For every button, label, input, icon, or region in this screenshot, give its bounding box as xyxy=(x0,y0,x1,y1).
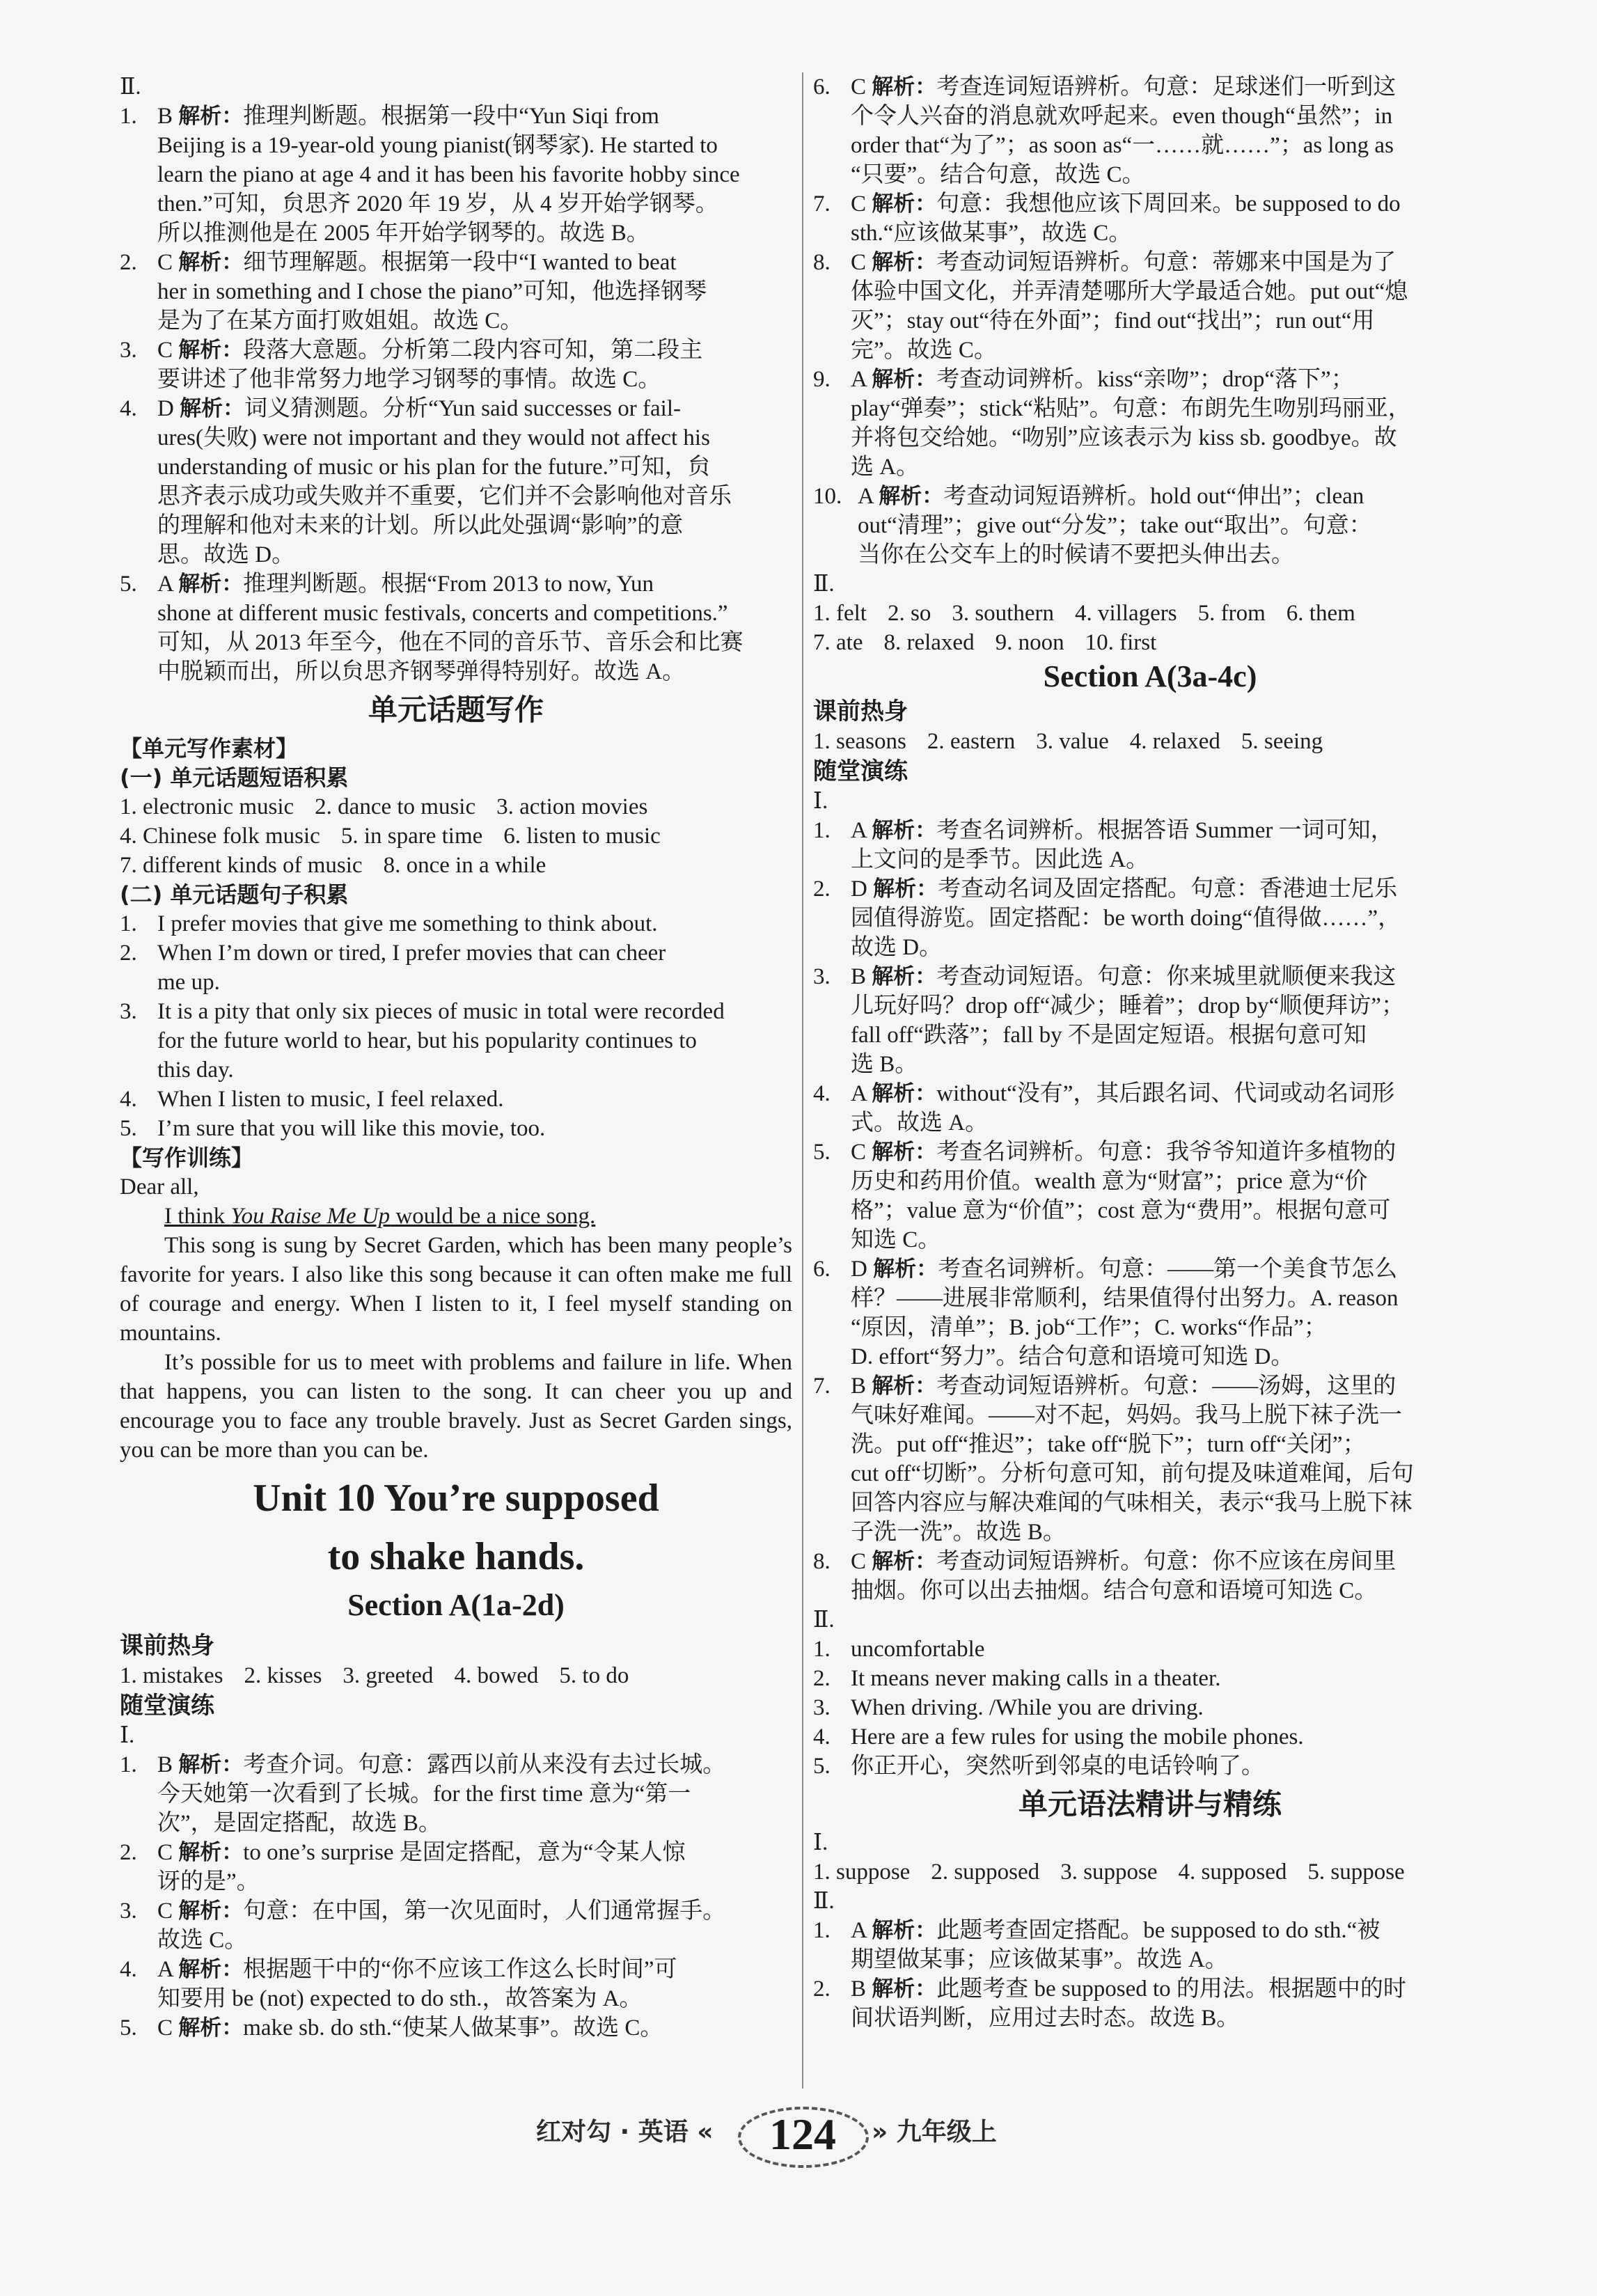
item-continuation: Beijing is a 19-year-old young pianist(钢琴家). He started to xyxy=(157,133,718,158)
text: would be a nice song. xyxy=(390,1204,596,1229)
item-continuation: for the future world to hear, but his popularity continues to xyxy=(157,1028,697,1053)
analysis-label: 解析： xyxy=(872,964,937,989)
answer-list xyxy=(813,1916,1487,2033)
item-text: D 解析：考查名词辨析。句意：——第一个美食节怎么 xyxy=(851,1257,1398,1282)
item-number: 5. xyxy=(120,1116,137,1141)
answer-item xyxy=(120,909,792,938)
item-number: 4. xyxy=(120,396,137,421)
answer-row xyxy=(120,792,792,821)
item-continuation: “原因，清单”；B. job“工作”；C. works“作品”； xyxy=(851,1315,1327,1340)
item-text: C 解析：句意：在中国，第一次见面时，人们通常握手。 xyxy=(157,1898,726,1924)
answer-word: 5. in spare time xyxy=(340,824,483,849)
item-continuation: 历史和药用价值。wealth 意为“财富”；price 意为“价 xyxy=(851,1169,1368,1194)
answer-item xyxy=(120,1896,792,1926)
short-answer-list xyxy=(813,1635,1487,1781)
song-title: You Raise Me Up xyxy=(230,1204,391,1229)
item-continuation: 样？——进展非常顺利，结果值得付出努力。A. reason xyxy=(851,1286,1399,1311)
item-continuation: 气味好难闻。——对不起，妈妈。我马上脱下袜子洗一 xyxy=(851,1403,1402,1428)
answer-item xyxy=(813,816,1487,845)
item-text: B 解析：推理判断题。根据第一段中“Yun Siqi from xyxy=(157,104,659,129)
answer-word: 7. ate xyxy=(813,630,863,655)
answer-word: 5. to do xyxy=(559,1663,629,1688)
answer-item xyxy=(120,1838,792,1867)
item-text: B 解析：考查动词短语辨析。句意：——汤姆，这里的 xyxy=(851,1374,1397,1399)
answer-word: 2. eastern xyxy=(927,729,1016,754)
item-continuation: 灭”；stay out“待在外面”；find out“找出”；run out“用 xyxy=(851,308,1375,333)
item-number: 4. xyxy=(813,1724,831,1749)
label: 课前热身 xyxy=(813,698,908,725)
item-number: 4. xyxy=(120,1957,137,1982)
item-number: 1. xyxy=(813,818,831,843)
item-number: 5. xyxy=(813,1140,831,1165)
page-number: 124 xyxy=(769,2109,836,2159)
answer-item xyxy=(120,1955,792,1984)
letter-paragraph: This song is sung by Secret Garden, which has been many people’s favorite for years. I also like this song because it can often make me full of courage and energy. When I listen to it, I feel myself standing on mountains. xyxy=(120,1233,792,1346)
item-continuation: out“清理”；give out“分发”；take out“取出”。句意： xyxy=(858,513,1372,538)
item-number: 2. xyxy=(120,1840,137,1865)
analysis-label: 解析： xyxy=(180,396,245,421)
answer-word: 1. electronic music xyxy=(120,794,294,819)
analysis-label: 解析： xyxy=(178,1752,244,1777)
item-continuation: 中脱颖而出，所以贠思齐钢琴弹得特别好。故选 A。 xyxy=(157,659,686,684)
roman-numeral: Ⅰ. xyxy=(120,1723,135,1748)
roman-numeral: Ⅰ. xyxy=(813,789,828,814)
answer-word: 5. from xyxy=(1197,601,1266,626)
section-heading: 单元语法精讲与精练 xyxy=(1018,1787,1282,1821)
roman-numeral: Ⅰ. xyxy=(813,1830,828,1855)
answer-word: 3. action movies xyxy=(496,794,648,819)
answer-word: 2. dance to music xyxy=(315,794,476,819)
answer-word: 1. suppose xyxy=(813,1859,911,1885)
item-continuation: 思齐表示成功或失败并不重要，它们并不会影响他对音乐 xyxy=(157,484,732,509)
answer-item xyxy=(120,1750,792,1779)
item-continuation: 次”，是固定搭配，故选 B。 xyxy=(157,1811,441,1836)
answer-row xyxy=(813,1857,1487,1887)
answer-word: 3. value xyxy=(1036,729,1109,754)
label: (二) 单元话题句子积累 xyxy=(120,881,349,908)
item-continuation: order that“为了”；as soon as“一……就……”；as long as xyxy=(851,133,1394,158)
answer-item xyxy=(813,1752,1487,1781)
item-continuation: 期望做某事；应该做某事”。故选 A。 xyxy=(851,1947,1228,1972)
section-heading: 单元话题写作 xyxy=(368,693,544,727)
item-text: C 解析：段落大意题。分析第二段内容可知，第二段主 xyxy=(157,338,703,363)
answer-word: 4. bowed xyxy=(454,1663,539,1688)
answer-item xyxy=(813,1547,1487,1576)
item-number: 5. xyxy=(120,2015,137,2041)
item-number: 5. xyxy=(813,1754,831,1779)
item-text: A 解析：推理判断题。根据“From 2013 to now, Yun xyxy=(157,572,654,597)
item-continuation: D. effort“努力”。结合句意和语境可知选 D。 xyxy=(851,1344,1294,1369)
footer-grade: » 九年级上 xyxy=(872,2118,997,2146)
item-text: A 解析：此题考查固定搭配。be supposed to do sth.“被 xyxy=(851,1918,1380,1943)
answer-word: 7. different kinds of music xyxy=(120,853,363,878)
item-continuation: 可知，从 2013 年至今，他在不同的音乐节、音乐会和比赛 xyxy=(157,630,744,655)
answer-item xyxy=(813,1079,1487,1108)
answer-word: 6. listen to music xyxy=(503,824,661,849)
item-continuation: 上文问的是季节。因此选 A。 xyxy=(851,847,1149,872)
answer-word: 5. seeing xyxy=(1241,729,1323,754)
item-number: 1. xyxy=(120,1752,137,1777)
item-text: B 解析：考查动词短语。句意：你来城里就顺便来我这 xyxy=(851,964,1397,989)
answer-row xyxy=(120,821,792,851)
item-text: C 解析：考查名词辨析。句意：我爷爷知道许多植物的 xyxy=(851,1140,1397,1165)
answer-word: 8. relaxed xyxy=(883,630,975,655)
analysis-label: 解析： xyxy=(178,338,244,363)
analysis-label: 解析： xyxy=(178,1957,244,1982)
item-continuation: me up. xyxy=(157,970,220,995)
item-continuation: 要讲述了他非常努力地学习钢琴的事情。故选 C。 xyxy=(157,367,661,392)
answer-row xyxy=(120,1661,792,1690)
item-continuation: then.”可知，贠思齐 2020 年 19 岁，从 4 岁开始学钢琴。 xyxy=(157,191,718,217)
analysis-label: 解析： xyxy=(872,1549,937,1574)
phrase-rows xyxy=(120,792,792,880)
analysis-label: 解析： xyxy=(178,572,244,597)
item-text: uncomfortable xyxy=(851,1637,985,1662)
analysis-label: 解析： xyxy=(178,1840,244,1865)
item-text: B 解析：此题考查 be supposed to 的用法。根据题中的时 xyxy=(851,1976,1406,2002)
answer-word: 10. first xyxy=(1085,630,1157,655)
item-continuation: learn the piano at age 4 and it has been his favorite hobby since xyxy=(157,162,740,187)
answer-word: 1. mistakes xyxy=(120,1663,223,1688)
item-continuation: 选 A。 xyxy=(851,455,920,480)
word-row xyxy=(120,1661,792,1690)
item-text: A 解析：考查动词短语辨析。hold out“伸出”；clean xyxy=(858,484,1364,509)
item-text: C 解析：考查动词短语辨析。句意：蒂娜来中国是为了 xyxy=(851,250,1397,275)
item-continuation: her in something and I chose the piano”可知，他选择钢琴 xyxy=(157,279,707,304)
analysis-label: 解析： xyxy=(178,250,244,275)
item-text: C 解析：句意：我想他应该下周回来。be supposed to do xyxy=(851,191,1401,217)
item-text: 你正开心，突然听到邻桌的电话铃响了。 xyxy=(851,1754,1264,1779)
section-title: Section A(1a-2d) xyxy=(347,1588,565,1622)
item-continuation: 抽烟。你可以出去抽烟。结合句意和语境可知选 C。 xyxy=(851,1578,1378,1603)
answer-word: 9. noon xyxy=(995,630,1064,655)
answer-item xyxy=(120,336,792,365)
answer-item xyxy=(813,1974,1487,2004)
item-number: 4. xyxy=(813,1081,831,1106)
answer-item xyxy=(120,569,792,599)
roman-numeral: Ⅱ. xyxy=(120,74,141,100)
item-continuation: 故选 D。 xyxy=(851,935,943,960)
letter-paragraph: It’s possible for us to meet with problems and failure in life. When that happens, you can listen to the song. It can cheer you up and encourage you to face any trouble bravely. Just as Secret Garden sings, you can be more than you can be. xyxy=(120,1350,792,1463)
text: I think xyxy=(164,1204,231,1229)
item-continuation: “只要”。结合句意，故选 C。 xyxy=(851,162,1145,187)
item-number: 1. xyxy=(120,911,137,936)
item-number: 6. xyxy=(813,74,831,100)
answer-item xyxy=(813,874,1487,904)
answer-item xyxy=(813,962,1487,991)
item-text: When driving. /While you are driving. xyxy=(851,1695,1204,1720)
item-continuation: 是为了在某方面打败姐姐。故选 C。 xyxy=(157,308,524,333)
label: (一) 单元话题短语积累 xyxy=(120,764,349,791)
answer-word: 1. seasons xyxy=(813,729,906,754)
item-text: C 解析：to one’s surprise 是固定搭配，意为“令某人惊 xyxy=(157,1840,686,1865)
item-continuation: 子洗一洗”。故选 B。 xyxy=(851,1520,1066,1545)
label: 【单元写作素材】 xyxy=(120,735,299,762)
item-continuation: 儿玩好吗？drop off“减少；睡着”；drop by“顺便拜访”； xyxy=(851,993,1404,1019)
item-continuation: 当你在公交车上的时候请不要把头伸出去。 xyxy=(858,542,1294,567)
analysis-label: 解析： xyxy=(872,1918,937,1943)
item-continuation: this day. xyxy=(157,1057,234,1083)
answer-item xyxy=(813,1138,1487,1167)
analysis-label: 解析： xyxy=(178,2015,244,2041)
analysis-label: 解析： xyxy=(872,1976,937,2002)
answer-word: 1. felt xyxy=(813,601,867,626)
answer-word: 3. southern xyxy=(952,601,1054,626)
item-continuation: 并将包交给她。“吻别”应该表示为 kiss sb. goodbye。故 xyxy=(851,425,1397,450)
item-continuation: cut off“切断”。分析句意可知，前句提及味道难闻，后句 xyxy=(851,1461,1414,1486)
item-continuation: 完”。故选 C。 xyxy=(851,338,997,363)
roman-numeral: Ⅱ. xyxy=(813,1607,835,1633)
answer-item xyxy=(813,1664,1487,1693)
answer-row xyxy=(813,599,1487,628)
footer-brand: 红对勾 · 英语 « xyxy=(536,2118,714,2146)
item-number: 3. xyxy=(120,1898,137,1924)
item-text: I’m sure that you will like this movie, too. xyxy=(157,1116,546,1141)
answer-word: 4. Chinese folk music xyxy=(120,824,320,849)
item-continuation: 讶的是”。 xyxy=(157,1869,260,1894)
answer-word: 3. suppose xyxy=(1060,1859,1158,1885)
item-number: 6. xyxy=(813,1257,831,1282)
section-title: Section A(3a-4c) xyxy=(1043,659,1257,693)
answer-word: 2. supposed xyxy=(931,1859,1040,1885)
letter-greeting: Dear all, xyxy=(120,1174,199,1200)
item-number: 3. xyxy=(813,964,831,989)
answer-item xyxy=(120,2013,792,2043)
answer-row xyxy=(120,851,792,880)
answer-row xyxy=(813,727,1487,756)
item-continuation: ures(失败) were not important and they would not affect his xyxy=(157,425,710,450)
item-continuation: 知要用 be (not) expected to do sth.，故答案为 A。 xyxy=(157,1986,643,2011)
item-number: 2. xyxy=(120,250,137,275)
item-text: It is a pity that only six pieces of music in total were recorded xyxy=(157,999,725,1024)
roman-numeral: Ⅱ. xyxy=(813,572,835,597)
item-text: It means never making calls in a theater. xyxy=(851,1666,1221,1691)
item-number: 1. xyxy=(120,104,137,129)
item-number: 8. xyxy=(813,1549,831,1574)
item-continuation: 体验中国文化，并弄清楚哪所大学最适合她。put out“熄 xyxy=(851,279,1408,304)
item-text: C 解析：考查动词短语辨析。句意：你不应该在房间里 xyxy=(851,1549,1397,1574)
answer-item xyxy=(813,482,1487,511)
analysis-label: 解析： xyxy=(872,367,937,392)
answer-word: 8. once in a while xyxy=(383,853,546,878)
answer-item xyxy=(120,1085,792,1114)
word-row xyxy=(813,1857,1487,1887)
item-number: 1. xyxy=(813,1637,831,1662)
answer-item xyxy=(813,248,1487,277)
item-text: D 解析：考查动名词及固定搭配。句意：香港迪士尼乐 xyxy=(851,876,1398,902)
analysis-label: 解析： xyxy=(872,1140,937,1165)
analysis-label: 解析： xyxy=(873,876,938,902)
column-divider xyxy=(802,72,803,2089)
item-continuation: 所以推测他是在 2005 年开始学钢琴的。故选 B。 xyxy=(157,221,650,246)
item-text: D 解析：词义猜测题。分析“Yun said successes or fail- xyxy=(157,396,681,421)
answer-word: 3. greeted xyxy=(343,1663,434,1688)
letter-opening xyxy=(120,1202,792,1231)
item-continuation: fall off“跌落”；fall by 不是固定短语。根据句意可知 xyxy=(851,1023,1367,1048)
item-text: I prefer movies that give me something to think about. xyxy=(157,911,658,936)
answer-list xyxy=(120,1750,792,2043)
item-continuation: 洗。put off“推迟”；take off“脱下”；turn off“关闭”； xyxy=(851,1432,1366,1457)
item-continuation: understanding of music or his plan for the future.”可知，贠 xyxy=(157,455,711,480)
answer-item xyxy=(120,248,792,277)
item-continuation: 思。故选 D。 xyxy=(157,542,295,567)
word-row xyxy=(813,727,1487,756)
item-number: 7. xyxy=(813,1374,831,1399)
item-text: C 解析：考查连词短语辨析。句意：足球迷们一听到这 xyxy=(851,74,1397,100)
item-continuation: 式。故选 A。 xyxy=(851,1110,989,1135)
roman-numeral: Ⅱ. xyxy=(813,1889,835,1914)
item-continuation: sth.“应该做某事”，故选 C。 xyxy=(851,221,1132,246)
analysis-label: 解析： xyxy=(872,1081,937,1106)
analysis-label: 解析： xyxy=(872,1374,937,1399)
answer-word: 4. supposed xyxy=(1178,1859,1287,1885)
answer-word: 6. them xyxy=(1286,601,1355,626)
analysis-label: 解析： xyxy=(178,1898,244,1924)
item-number: 2. xyxy=(813,1976,831,2002)
item-number: 2. xyxy=(813,1666,831,1691)
item-continuation: play“弹奏”；stick“粘贴”。句意：布朗先生吻别玛丽亚， xyxy=(851,396,1411,421)
item-number: 3. xyxy=(813,1695,831,1720)
item-text: When I listen to music, I feel relaxed. xyxy=(157,1087,504,1112)
answer-word: 2. kisses xyxy=(244,1663,322,1688)
item-number: 7. xyxy=(813,191,831,217)
item-continuation: shone at different music festivals, concerts and competitions.” xyxy=(157,601,728,626)
analysis-label: 解析： xyxy=(872,191,937,217)
answer-list xyxy=(120,102,792,686)
analysis-label: 解析： xyxy=(873,1257,938,1282)
sentence-list xyxy=(120,909,792,1143)
answer-word: 4. villagers xyxy=(1074,601,1177,626)
answer-item xyxy=(813,1635,1487,1664)
item-continuation: 故选 C。 xyxy=(157,1928,248,1953)
answer-word: 5. suppose xyxy=(1307,1859,1405,1885)
answer-item xyxy=(813,365,1487,394)
item-number: 8. xyxy=(813,250,831,275)
answer-item xyxy=(813,189,1487,219)
fill-rows xyxy=(813,599,1487,657)
answer-item xyxy=(120,1114,792,1143)
item-number: 2. xyxy=(120,941,137,966)
item-text: A 解析：without“没有”，其后跟名词、代词或动名词形 xyxy=(851,1081,1395,1106)
item-number: 3. xyxy=(120,338,137,363)
item-text: C 解析：细节理解题。根据第一段中“I wanted to beat xyxy=(157,250,677,275)
right-column xyxy=(813,72,1487,2033)
answer-item xyxy=(813,1371,1487,1401)
item-number: 5. xyxy=(120,572,137,597)
answer-list xyxy=(813,816,1487,1605)
analysis-label: 解析： xyxy=(879,484,944,509)
answer-row xyxy=(813,628,1487,657)
item-continuation: 今天她第一次看到了长城。for the first time 意为“第一 xyxy=(157,1782,691,1807)
answer-item xyxy=(813,1916,1487,1945)
label: 随堂演练 xyxy=(813,757,908,785)
item-continuation: 园值得游览。固定搭配：be worth doing“值得做……”， xyxy=(851,906,1401,931)
answer-item xyxy=(120,394,792,423)
answer-item xyxy=(813,1255,1487,1284)
analysis-label: 解析： xyxy=(872,74,937,100)
unit-title: Unit 10 You’re supposed xyxy=(253,1477,659,1520)
analysis-label: 解析： xyxy=(872,818,937,843)
item-continuation: 个令人兴奋的消息就欢呼起来。even though“虽然”；in xyxy=(851,104,1393,129)
item-number: 10. xyxy=(813,484,842,509)
label: 随堂演练 xyxy=(120,1692,214,1720)
item-continuation: 知选 C。 xyxy=(851,1227,941,1252)
item-number: 4. xyxy=(120,1087,137,1112)
label: 【写作训练】 xyxy=(120,1145,254,1171)
item-continuation: 的理解和他对未来的计划。所以此处强调“影响”的意 xyxy=(157,513,684,538)
item-text: A 解析：考查动词辨析。kiss“亲吻”；drop“落下”； xyxy=(851,367,1354,392)
item-text: C 解析：make sb. do sth.“使某人做某事”。故选 C。 xyxy=(157,2015,663,2041)
answer-item xyxy=(120,102,792,131)
answer-item xyxy=(813,1693,1487,1722)
analysis-label: 解析： xyxy=(872,250,937,275)
item-text: A 解析：考查名词辨析。根据答语 Summer 一词可知， xyxy=(851,818,1394,843)
item-continuation: 间状语判断，应用过去时态。故选 B。 xyxy=(851,2006,1240,2031)
answer-list xyxy=(813,72,1487,569)
answer-word: 4. relaxed xyxy=(1129,729,1220,754)
item-continuation: 选 B。 xyxy=(851,1052,918,1077)
page-footer xyxy=(0,2102,1597,2165)
answer-item xyxy=(813,72,1487,102)
item-number: 3. xyxy=(120,999,137,1024)
analysis-label: 解析： xyxy=(178,104,244,129)
left-column xyxy=(120,72,792,2043)
item-text: When I’m down or tired, I prefer movies that can cheer xyxy=(157,941,666,966)
answer-word: 2. so xyxy=(887,601,931,626)
answer-item xyxy=(120,938,792,968)
item-text: Here are a few rules for using the mobile phones. xyxy=(851,1724,1304,1749)
item-number: 1. xyxy=(813,1918,831,1943)
item-continuation: 回答内容应与解决难闻的气味相关，表示“我马上脱下袜 xyxy=(851,1491,1413,1516)
item-continuation: 格”；value 意为“价值”；cost 意为“费用”。根据句意可 xyxy=(851,1198,1391,1223)
answer-item xyxy=(813,1722,1487,1752)
item-text: A 解析：根据题干中的“你不应该工作这么长时间”可 xyxy=(157,1957,677,1982)
label: 课前热身 xyxy=(120,1632,214,1660)
answer-item xyxy=(120,997,792,1026)
unit-title: to shake hands. xyxy=(327,1535,585,1578)
item-text: B 解析：考查介词。句意：露西以前从来没有去过长城。 xyxy=(157,1752,726,1777)
item-number: 2. xyxy=(813,876,831,902)
item-number: 9. xyxy=(813,367,831,392)
